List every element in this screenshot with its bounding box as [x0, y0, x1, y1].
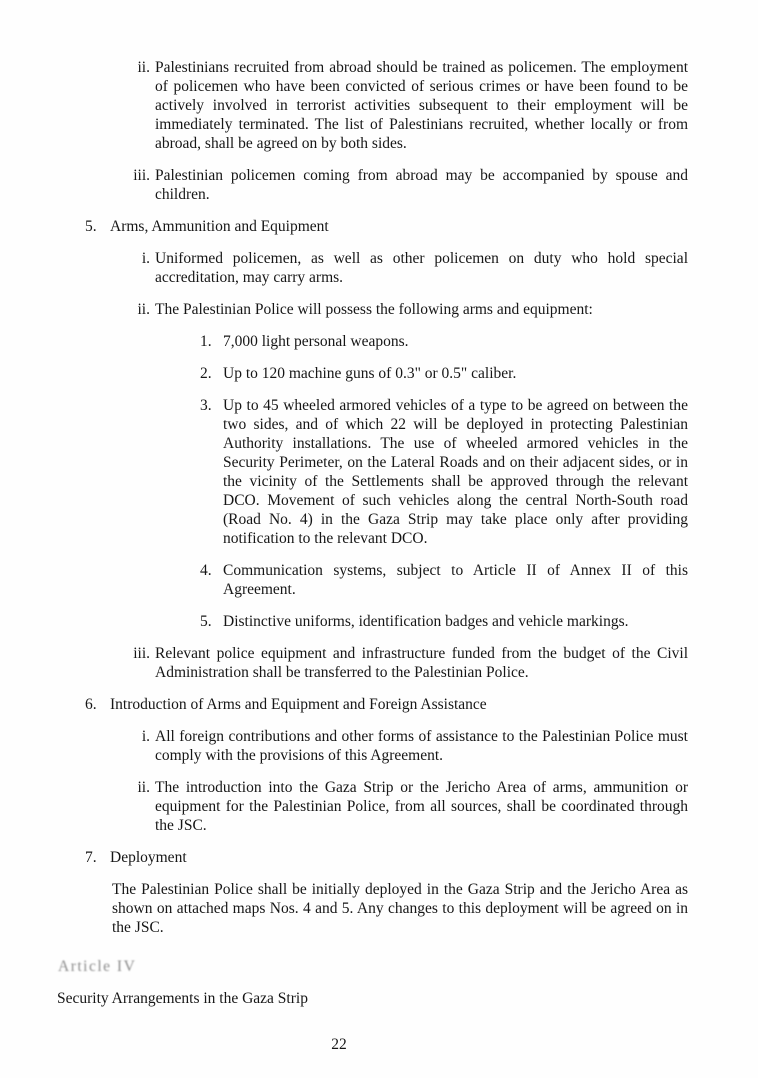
- section-title: Arms, Ammunition and Equipment: [110, 218, 329, 235]
- item-text: Up to 45 wheeled armored vehicles of a type to be agreed on between the two sides, and of which 22 will be deployed in protecting Palestinian Authority installations. The use of wheeled armored vehicles in the Security Perimeter, on the Lateral Roads and on their adjacent sides, or in the vicinity of the Settlements shall be approved through the relevant DCO. Movement of such vehicles along the central North-South road (Road No. 4) in the Gaza Strip may take place only after providing notification to the relevant DCO.: [223, 397, 688, 547]
- section-heading-security-arrangements: Security Arrangements in the Gaza Strip: [57, 990, 308, 1007]
- item-marker: 1.: [200, 333, 212, 350]
- item-text: Communication systems, subject to Article II of Annex II of this Agreement.: [223, 562, 688, 598]
- item-marker: ii.: [137, 59, 150, 76]
- list-item-5i-uniformed-policemen: [0, 249, 688, 287]
- section-marker: 7.: [85, 849, 97, 866]
- list-item-ii-recruited-abroad: [0, 58, 688, 153]
- section-5-heading: [0, 217, 688, 236]
- item-marker: i.: [141, 250, 150, 267]
- item-text: Uniformed policemen, as well as other policemen on duty who hold special accreditation, may carry arms.: [155, 250, 688, 286]
- section-marker: 5.: [85, 218, 97, 235]
- section-title: Introduction of Arms and Equipment and Foreign Assistance: [110, 696, 487, 713]
- list-item-5-uniforms-badges: [0, 612, 688, 631]
- item-text: Palestinian policemen coming from abroad may be accompanied by spouse and children.: [155, 167, 688, 203]
- list-item-2-machine-guns: [0, 364, 688, 383]
- page-number: 22: [331, 1036, 347, 1053]
- item-text: All foreign contributions and other forms of assistance to the Palestinian Police must comply with the provisions of this Agreement.: [155, 728, 688, 764]
- list-item-4-communication-systems: [0, 561, 688, 599]
- item-text: Distinctive uniforms, identification badges and vehicle markings.: [223, 613, 629, 630]
- item-text: Palestinians recruited from abroad should be trained as policemen. The employment of policemen who have been convicted of serious crimes or have been found to be actively involved in terrorist activities subsequent to their employment will be immediately terminated. The list of Palestinians recruited, whether locally or from abroad, shall be agreed on by both sides.: [155, 59, 688, 152]
- list-item-5ii-police-possess: [0, 300, 688, 319]
- section-7-heading: [0, 848, 688, 867]
- item-marker: iii.: [133, 645, 150, 662]
- item-text: 7,000 light personal weapons.: [223, 333, 409, 350]
- item-marker: 4.: [200, 562, 212, 579]
- item-text: The Palestinian Police will possess the following arms and equipment:: [155, 301, 593, 318]
- item-text: Up to 120 machine guns of 0.3" or 0.5" caliber.: [223, 365, 517, 382]
- item-marker: iii.: [133, 167, 150, 184]
- item-marker: 2.: [200, 365, 212, 382]
- item-marker: i.: [141, 728, 150, 745]
- paragraph-text: The Palestinian Police shall be initially deployed in the Gaza Strip and the Jericho Area as shown on attached maps Nos. 4 and 5. Any changes to this deployment will be agreed on in the JSC.: [112, 881, 688, 936]
- list-item-6ii-introduction-arms: [0, 778, 688, 835]
- list-item-iii-spouse-children: [0, 166, 688, 204]
- list-item-6i-foreign-contributions: [0, 727, 688, 765]
- item-text: Relevant police equipment and infrastructure funded from the budget of the Civil Administration shall be transferred to the Palestinian Police.: [155, 645, 688, 681]
- item-marker: 3.: [200, 397, 212, 414]
- item-marker: 5.: [200, 613, 212, 630]
- item-text: The introduction into the Gaza Strip or the Jericho Area of arms, ammunition or equipment for the Palestinian Police, from all sources, shall be coordinated through the JSC.: [155, 779, 688, 834]
- list-item-5iii-police-equipment: [0, 644, 688, 682]
- item-marker: ii.: [137, 779, 150, 796]
- item-marker: ii.: [137, 301, 150, 318]
- section-title: Deployment: [110, 849, 187, 866]
- section-marker: 6.: [85, 696, 97, 713]
- list-item-3-armored-vehicles: [0, 396, 688, 548]
- deployment-paragraph: [0, 880, 688, 937]
- article-heading-faded: Article IV: [58, 958, 137, 975]
- section-6-heading: [0, 695, 688, 714]
- list-item-1-light-weapons: [0, 332, 688, 351]
